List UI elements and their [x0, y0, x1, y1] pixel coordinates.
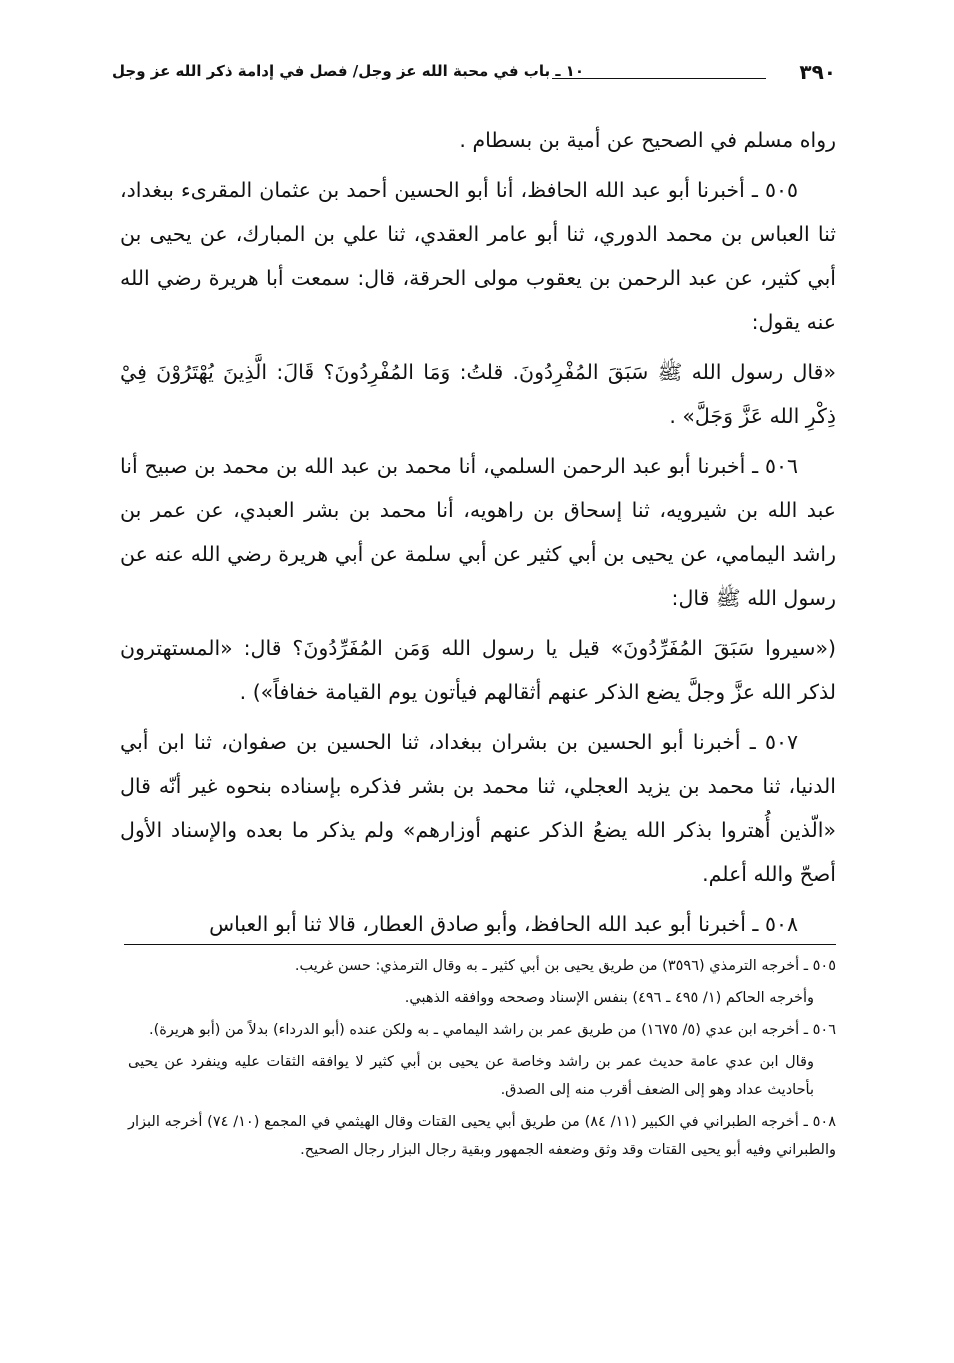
- footnotes: [128, 952, 836, 1168]
- main-text: [120, 118, 836, 952]
- paragraph-hadith-505: ٥٠٥ ـ أخبرنا أبو عبد الله الحافظ، أنا أبو الحسين أحمد بن عثمان المقرىء ببغداد، ثنا العباس بن محمد الدوري، ثنا أبو عامر العقدي، ثنا علي بن المبارك، عن يحيى بن أبي كثير، عن عبد الرحمن بن يعقوب مولى الحرقة، قال: سمعت أبا هريرة رضي الله عنه يقول:: [120, 178, 836, 334]
- paragraph-hadith-507: ٥٠٧ ـ أخبرنا أبو الحسين بن بشران ببغداد، ثنا الحسين بن صفوان، ثنا ابن أبي الدنيا، ثنا محمد بن يزيد العجلي، ثنا محمد بن بشر فذكره بإسناده بنحوه غير أنّه قال «الّذين أُهتروا بذكر الله يضعُ الذكر عنهم أوزارهم» ولم يذكر ما بعده والإسناد الأول أصحّ والله أعلم.: [120, 730, 836, 886]
- footnote-505-continued: وأخرجه الحاكم (١/ ٤٩٥ ـ ٤٩٦) بنفس الإسناد وصححه ووافقه الذهبي.: [404, 990, 814, 1006]
- page-number: ٣٩٠: [799, 60, 836, 84]
- running-title: ١٠ ـ باب في محبة الله عز وجل/ فصل في إدامة ذكر الله عز وجل: [112, 62, 584, 80]
- footnote-505: ٥٠٥ ـ أخرجه الترمذي (٣٥٩٦) من طريق يحيى بن أبي كثير ـ به وقال الترمذي: حسن غريب.: [294, 958, 836, 974]
- footnote-508: ٥٠٨ ـ أخرجه الطبراني في الكبير (١١/ ٨٤) من طريق أبي يحيى القتات وقال الهيثمي في المجمع (١٠/ ٧٤) أخرجه البزار والطبراني وفيه أبو يحيى القتات وقد وثق وضعفه الجمهور وبقية رجال البزار رجال الصحيح.: [128, 1114, 836, 1158]
- paragraph-hadith-508: ٥٠٨ ـ أخبرنا أبو عبد الله الحافظ، وأبو صادق العطار، قالا ثنا أبو العباس: [209, 912, 798, 936]
- header-rule: [552, 78, 766, 79]
- paragraph-hadith-506: ٥٠٦ ـ أخبرنا أبو عبد الرحمن السلمي، أنا محمد بن عبد الله بن محمد بن صبيح أنا عبد الله بن شيرويه، ثنا إسحاق بن راهويه، أنا محمد بن بشر العبدي، عن عمر بن راشد اليمامي، عن يحيى بن أبي كثير عن أبي سلمة عن أبي هريرة رضي الله عنه عن رسول الله ﷺ قال:: [120, 454, 836, 610]
- page-header: [112, 58, 836, 92]
- footnote-506: ٥٠٦ ـ أخرجه ابن عدي (٥/ ١٦٧٥) من طريق عمر بن راشد اليمامي ـ به ولكن عنده (أبو الدرداء) بدلاً من (أبو هريرة).: [149, 1022, 836, 1038]
- paragraph-hadith-505-text: «قال رسول الله ﷺ سَبَقَ المُفْرِدُونَ. قلتُ: وَمَا المُفْرِدُونَ؟ قَالَ: الَّذِينَ يُهْتَرُوْنَ فِيْ ذِكْرِ الله عَزَّ وَجَلَّ» .: [120, 360, 836, 428]
- paragraph-hadith-506-text: («سيروا سَبَقَ المُفَرِّدُونَ» قيل يا رسول الله وَمَن المُفَرِّدُونَ؟ قال: «المستهترون لذكر الله عزَّ وجلَّ يضع الذكر عنهم أثقالهم فيأتون يوم القيامة خفافاً») .: [120, 636, 836, 704]
- footnote-506-continued: وقال ابن عدي عامة حديث عمر بن راشد وخاصة عن يحيى بن أبي كثير لا يوافقه الثقات عليه وينفرد عن يحيى بأحاديث عداد وهو إلى الضعف أقرب منه إلى الصدق.: [128, 1054, 814, 1098]
- paragraph-attribution: رواه مسلم في الصحيح عن أمية بن بسطام .: [459, 128, 836, 152]
- footnote-rule: [124, 944, 836, 945]
